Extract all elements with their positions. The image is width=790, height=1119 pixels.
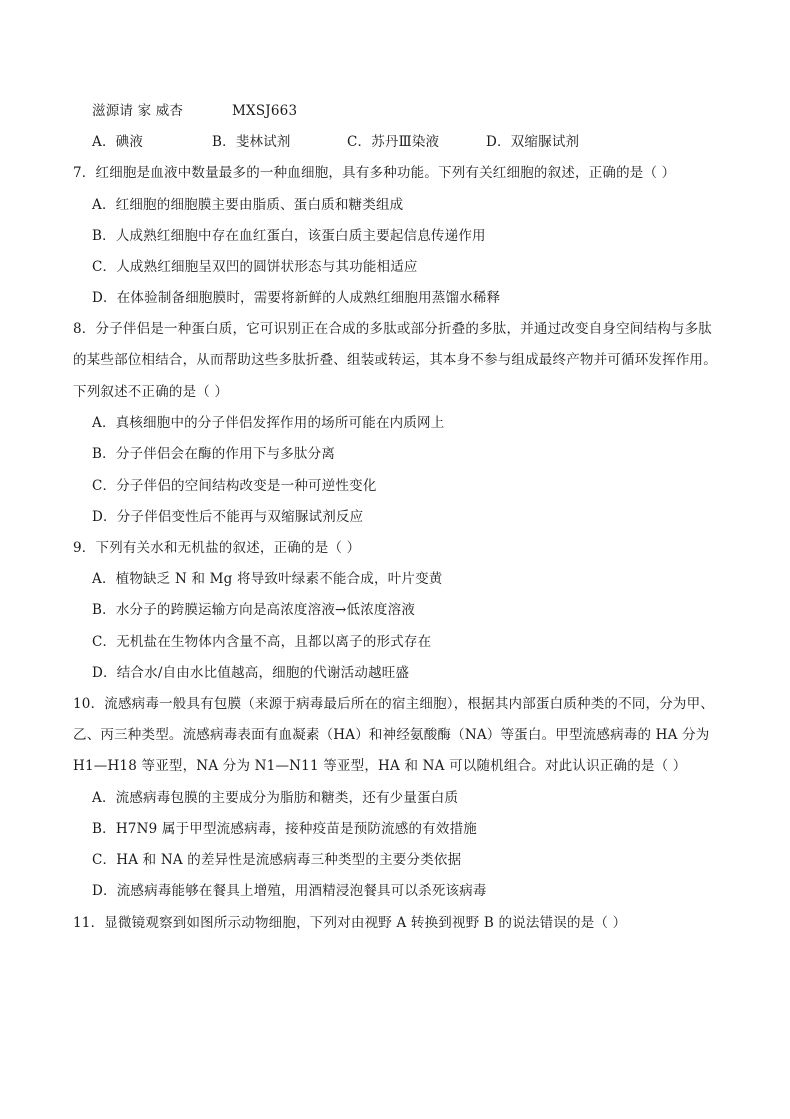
header-line [92,102,298,120]
q8-stem-line-1: 8．分子伴侣是一种蛋白质，它可识别正在合成的多肽或部分折叠的多肽，并通过改变自身空间结构与多肽 [73,321,712,337]
q10-option-a: A．流感病毒包膜的主要成分为脂肪和糖类，还有少量蛋白质 [92,790,459,806]
watermark-text: 滋源请 家 威杏 [92,103,184,119]
q9-option-a: A．植物缺乏 N 和 Mg 将导致叶绿素不能合成，叶片变黄 [92,571,443,587]
q10-option-b: B．H7N9 属于甲型流感病毒，接种疫苗是预防流感的有效措施 [92,821,477,837]
q10-option-d: D．流感病毒能够在餐具上增殖，用酒精浸泡餐具可以杀死该病毒 [92,883,487,899]
q9-stem: 9．下列有关水和无机盐的叙述，正确的是（ ） [73,540,361,556]
q8-option-a: A．真核细胞中的分子伴侣发挥作用的场所可能在内质网上 [92,415,445,431]
q7-option-c: C．人成熟红细胞呈双凹的圆饼状形态与其功能相适应 [92,259,418,275]
q8-stem-line-2: 的某些部位相结合，从而帮助这些多肽折叠、组装或转运，其本身不参与组成最终产物并可循环发挥作用。 [73,352,717,368]
q8-stem-line-3: 下列叙述不正确的是（ ） [73,384,229,400]
q11-stem: 11．显微镜观察到如图所示动物细胞，下列对由视野 A 转换到视野 B 的说法错误的是（ ） [73,915,627,931]
q9-option-d: D．结合水/自由水比值越高，细胞的代谢活动越旺盛 [92,665,410,681]
q10-stem-line-3: H1—H18 等亚型，NA 分为 N1—N11 等亚型，HA 和 NA 可以随机组合。对此认识正确的是（ ） [73,758,687,774]
q8-option-b: B．分子伴侣会在酶的作用下与多肽分离 [92,446,336,462]
q7-option-a: A．红细胞的细胞膜主要由脂质、蛋白质和糖类组成 [92,197,404,213]
q6-option-d: D．双缩脲试剂 [486,134,580,150]
document-code: MXSJ663 [232,103,298,119]
q9-option-b: B．水分子的跨膜运输方向是高浓度溶液→低浓度溶液 [92,602,416,618]
q10-stem-line-1: 10．流感病毒一般具有包膜（来源于病毒最后所在的宿主细胞），根据其内部蛋白质种类的不同，分为甲、 [73,696,715,712]
q7-option-d: D．在体验制备细胞膜时，需要将新鲜的人成熟红细胞用蒸馏水稀释 [92,290,501,306]
q10-option-c: C．HA 和 NA 的差异性是流感病毒三种类型的主要分类依据 [92,852,462,868]
q10-stem-line-2: 乙、丙三种类型。流感病毒表面有血凝素（HA）和神经氨酸酶（NA）等蛋白。甲型流感病毒的 HA 分为 [73,727,710,743]
q6-option-b: B．斐林试剂 [212,134,291,150]
q8-option-c: C．分子伴侣的空间结构改变是一种可逆性变化 [92,478,377,494]
q8-option-d: D．分子伴侣变性后不能再与双缩脲试剂反应 [92,509,364,525]
q6-option-c: C．苏丹Ⅲ染液 [347,134,440,150]
q9-option-c: C．无机盐在生物体内含量不高，且都以离子的形式存在 [92,634,432,650]
q6-option-a: A．碘液 [92,134,144,150]
q7-stem: 7．红细胞是血液中数量最多的一种血细胞，具有多种功能。下列有关红细胞的叙述，正确的是（ ） [73,165,676,181]
q7-option-b: B．人成熟红细胞中存在血红蛋白，该蛋白质主要起信息传递作用 [92,228,486,244]
